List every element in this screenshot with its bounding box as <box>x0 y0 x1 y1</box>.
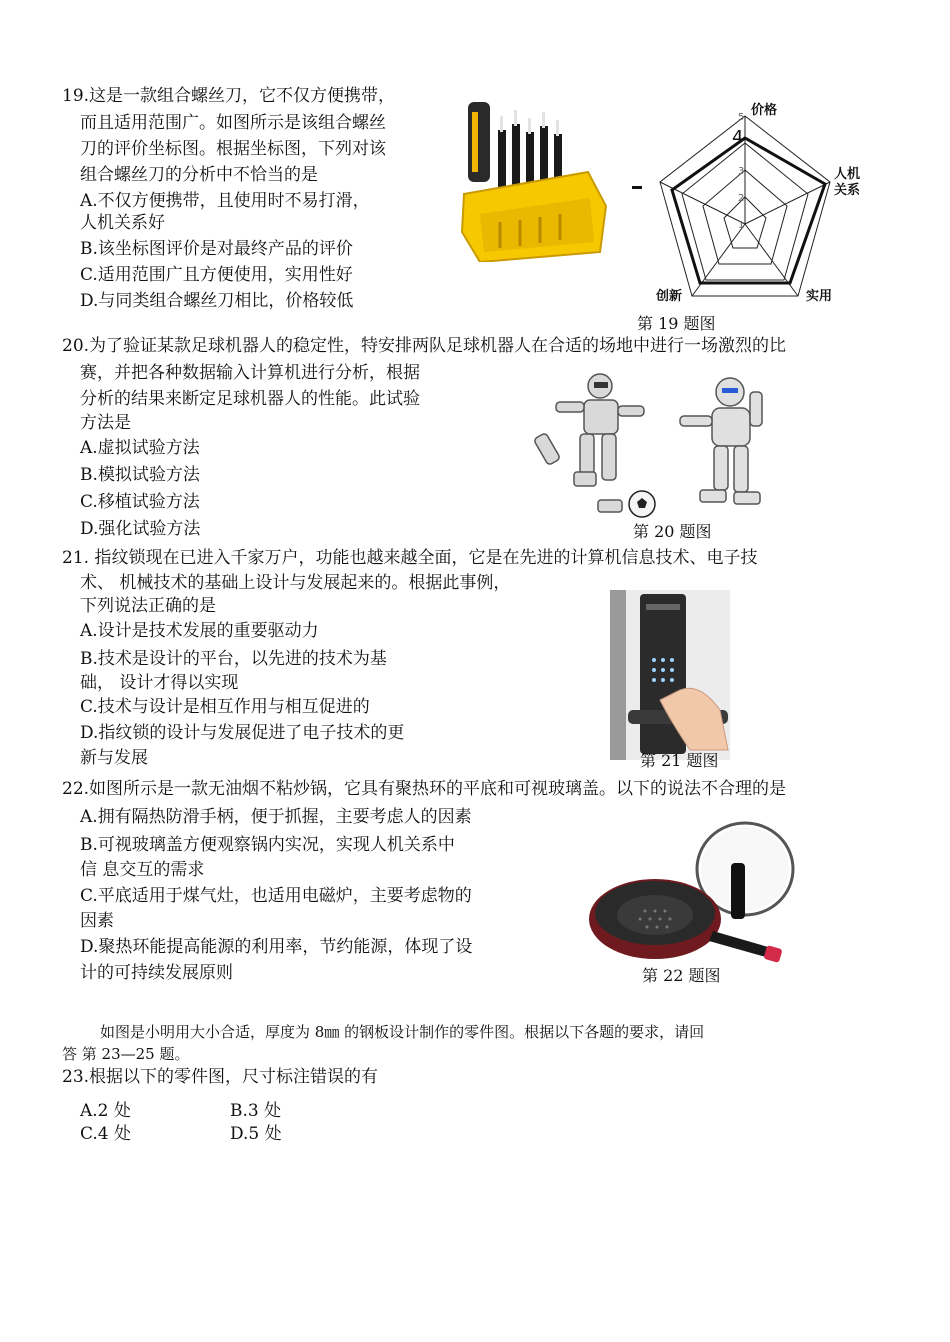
q19-option-a-line-1: A.不仅方便携带，且使用时不易打滑， <box>80 191 370 211</box>
q21-option-b-line-1: B.技术是设计的平台，以先进的技术为基 <box>80 649 387 669</box>
q20-option-b: B.模拟试验方法 <box>80 465 200 485</box>
q19-option-c: C.适用范围广且方便使用，实用性好 <box>80 265 353 285</box>
q20-stem-line-1: 20.为了验证某款足球机器人的稳定性，特安排两队足球机器人在合适的场地中进行一场激烈的比 <box>62 336 787 356</box>
q19-option-a-line-2: 人机关系好 <box>80 213 165 233</box>
q19-stem-line-4: 组合螺丝刀的分析中不恰当的是 <box>80 165 318 185</box>
q19-stem-line-1: 19.这是一款组合螺丝刀，它不仅方便携带， <box>62 86 396 106</box>
radar-axis-practical: 实用 <box>806 289 833 304</box>
q20-stem-line-3: 分析的结果来断定足球机器人的性能。此试验 <box>80 389 420 409</box>
radar-axis-ergonomics-2: 关系 <box>834 183 861 198</box>
intro-line-1: 如图是小明用大小合适，厚度为 8㎜ 的钢板设计制作的零件图。根据以下各题的要求，请回 <box>100 1023 705 1041</box>
q19-option-b: B.该坐标图评价是对最终产品的评价 <box>80 239 353 259</box>
q19-stem-line-3: 刀的评价坐标图。根据坐标图，下列对该 <box>80 139 386 159</box>
radar-tick-3: 3 <box>738 166 745 177</box>
q21-stem-line-2: 术、 机械技术的基础上设计与发展起来的。根据此事例， <box>80 573 511 593</box>
q21-option-d-line-1: D.指纹锁的设计与发展促进了电子技术的更 <box>80 723 405 743</box>
q21-option-d-line-2: 新与发展 <box>80 748 148 768</box>
q23-option-c: C.4 处 <box>80 1124 132 1144</box>
frying-pan-image <box>585 815 800 970</box>
q22-option-d-line-2: 计的可持续发展原则 <box>80 963 233 983</box>
radar-axis-ergonomics-1: 人机 <box>834 167 861 182</box>
q23-option-a: A.2 处 <box>80 1101 131 1121</box>
q22-option-b-line-1: B.可视玻璃盖方便观察锅内实况，实现人机关系中 <box>80 835 455 855</box>
radar-tick-2: 2 <box>738 193 745 204</box>
q21-stem-line-3: 下列说法正确的是 <box>80 596 216 616</box>
q20-option-a: A.虚拟试验方法 <box>80 438 200 458</box>
q20-option-d: D.强化试验方法 <box>80 519 201 539</box>
q23-option-b: B.3 处 <box>230 1101 282 1121</box>
soccer-robots-image <box>520 372 810 522</box>
q21-option-b-line-2: 础， 设计才得以实现 <box>80 673 239 693</box>
radar-axis-innovation: 创新 <box>656 289 683 304</box>
radar-tick-5: 5 <box>738 112 745 123</box>
screwdriver-set-image <box>460 102 610 262</box>
radar-axis-price: 价格 <box>751 103 778 118</box>
radar-tick-1: 1 <box>738 220 745 231</box>
q23-option-d: D.5 处 <box>230 1124 282 1144</box>
q21-option-c: C.技术与设计是相互作用与相互促进的 <box>80 697 370 717</box>
q22-option-d-line-1: D.聚热环能提高能源的利用率，节约能源，体现了设 <box>80 937 473 957</box>
q19-option-d: D.与同类组合螺丝刀相比，价格较低 <box>80 291 354 311</box>
q19-stem-line-2: 而且适用范围广。如图所示是该组合螺丝 <box>80 113 386 133</box>
intro-line-2: 答 第 23—25 题。 <box>62 1045 190 1063</box>
q20-option-c: C.移植试验方法 <box>80 492 200 512</box>
fingerprint-lock-image <box>610 590 730 760</box>
radar-tick-4: 4 <box>732 127 744 148</box>
q20-figure-caption: 第 20 题图 <box>633 522 712 541</box>
q22-option-c-line-1: C.平底适用于煤气灶，也适用电磁炉，主要考虑物的 <box>80 886 472 906</box>
q23-stem: 23.根据以下的零件图，尺寸标注错误的有 <box>62 1067 379 1087</box>
q21-figure-caption: 第 21 题图 <box>640 751 719 770</box>
q20-stem-line-2: 赛，并把各种数据输入计算机进行分析，根据 <box>80 363 420 383</box>
q22-figure-caption: 第 22 题图 <box>642 966 721 985</box>
q22-stem-line-1: 22.如图所示是一款无油烟不粘炒锅，它具有聚热环的平底和可视玻璃盖。以下的说法不合理的是 <box>62 779 787 799</box>
evaluation-radar-chart <box>620 98 870 308</box>
q22-option-a: A.拥有隔热防滑手柄，便于抓握，主要考虑人的因素 <box>80 807 472 827</box>
q22-option-b-line-2: 信 息交互的需求 <box>80 860 205 880</box>
q22-option-c-line-2: 因素 <box>80 911 114 931</box>
q20-stem-line-4: 方法是 <box>80 413 131 433</box>
q19-figure-caption: 第 19 题图 <box>637 314 716 333</box>
q21-option-a: A.设计是技术发展的重要驱动力 <box>80 621 319 641</box>
q21-stem-line-1: 21. 指纹锁现在已进入千家万户，功能也越来越全面，它是在先进的计算机信息技术、电子技 <box>62 548 758 568</box>
